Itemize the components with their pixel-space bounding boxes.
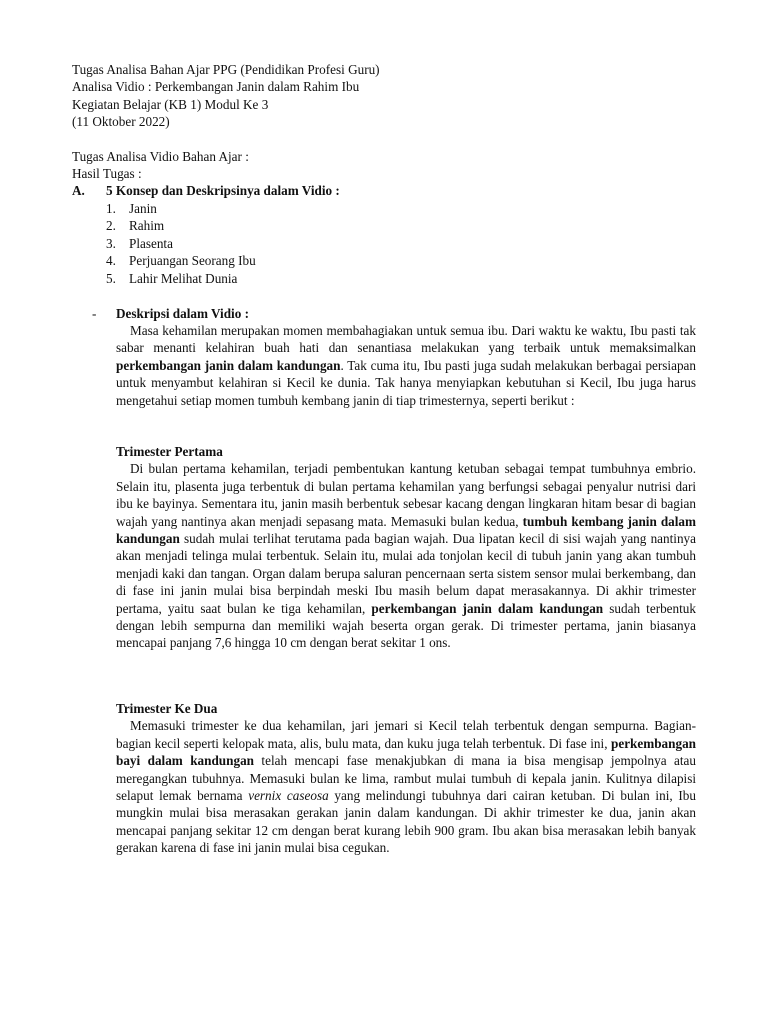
list-item	[106, 235, 256, 252]
document-header	[72, 61, 712, 183]
blank-line	[72, 131, 712, 148]
section-a-title: 5 Konsep dan Deskripsinya dalam Vidio :	[106, 183, 340, 198]
list-number: 4.	[106, 253, 116, 269]
list-label: Rahim	[129, 218, 165, 234]
intro-text-2: . Tak cuma itu, Ibu pasti juga sudah melakukan berbagai persiapan untuk menyambut kelahiran si Kecil ke dunia. Tak hanya menyiapkan kebutuhan si Kecil, Ibu juga harus mengetahui setiap momen tumbuh kembang janin di tiap trimesternya, seperti berikut :	[116, 357, 696, 408]
trimester-1-title: Trimester Pertama	[116, 444, 223, 459]
intro-paragraph	[116, 322, 696, 409]
t1-bold-1: tumbuh kembang janin dalam kandungan	[116, 513, 696, 547]
t1-bold-2: perkembangan janin dalam kandungan	[371, 600, 604, 616]
description-heading: Deskripsi dalam Vidio :	[116, 306, 249, 321]
list-item	[106, 270, 256, 287]
list-item	[106, 200, 256, 217]
list-label: Plasenta	[129, 235, 173, 251]
list-label: Perjuangan Seorang Ibu	[129, 253, 256, 269]
trimester-2-section	[116, 700, 696, 857]
list-label: Janin	[129, 201, 157, 216]
trimester-1-section	[116, 443, 696, 652]
list-number: 1.	[106, 201, 116, 216]
t1-text-3: sudah terbentuk dengan lebih sempurna dan memiliki wajah beserta organ gerak. Di trimester pertama, janin biasanya mencapai panjang 7,6 hingga 10 cm dengan berat sekitar 1 ons.	[116, 600, 696, 651]
list-item	[106, 252, 256, 269]
description-block	[116, 322, 696, 409]
header-date: (11 Oktober 2022)	[72, 114, 170, 130]
header-activity: Kegiatan Belajar (KB 1) Modul Ke 3	[72, 96, 269, 112]
list-label: Lahir Melihat Dunia	[129, 270, 238, 286]
trimester-2-title: Trimester Ke Dua	[116, 701, 218, 716]
intro-text-1: Masa kehamilan merupakan momen membahagiakan untuk semua ibu. Dari waktu ke waktu, Ibu pasti tak sabar menanti kelahiran buah hati dan senantiasa melakukan yang terbaik untuk memaksimalkan	[116, 323, 696, 356]
t2-text-1: Memasuki trimester ke dua kehamilan, jari jemari si Kecil telah terbentuk dengan sempurna. Bagian-bagian kecil seperti kelopak mata, alis, bulu mata, dan kuku juga telah terbentuk. Di fase ini,	[116, 718, 696, 751]
section-a-heading	[72, 182, 712, 199]
t2-text-3: yang melindungi tubuhnya dari cairan ketuban. Di bulan ini, Ibu mungkin mulai bisa merasakan gerakan janin dalam kandungan. Di akhir trimester ke dua, janin akan mencapai panjang sekitar 12 cm dengan berat kurang lebih 900 gram. Ibu akan bisa merasakan lebih banyak gerakan karena di fase ini janin mulai bisa cegukan.	[116, 788, 696, 856]
trimester-2-paragraph	[116, 717, 696, 856]
bullet-dash: -	[92, 306, 97, 321]
t2-italic: vernix caseosa	[248, 788, 329, 804]
concept-list	[106, 200, 256, 287]
trimester-1-paragraph	[116, 460, 696, 651]
section-a-marker: A.	[72, 183, 85, 198]
list-item	[106, 217, 256, 234]
intro-bold: perkembangan janin dalam kandungan	[116, 357, 341, 373]
list-number: 5.	[106, 270, 116, 286]
header-title: Tugas Analisa Bahan Ajar PPG (Pendidikan Profesi Guru)	[72, 62, 380, 77]
t2-bold: perkembangan bayi dalam kandungan	[116, 735, 696, 769]
t2-text-2: telah mencapi fase menakjubkan di mana ia bisa mengisap jempolnya atau meregangkan tubuhnya. Memasuki bulan ke lima, rambut mulai tumbuh di kepala janin. Kulitnya dilapisi selaput lemak bernama	[116, 753, 696, 804]
t1-text-2: sudah mulai terlihat terutama pada bagian wajah. Dua lipatan kecil di sisi wajah yang nantinya akan menjadi telinga mulai terbentuk. Selain itu, mulai ada tonjolan kecil di tubuh janin yang akan tumbuh menjadi kaki dan tangan. Organ dalam berupa saluran pencernaan serta sistem sensor mulai berkembang, dan di fase ini janin mulai bisa berpindah meski Ibu masih belum dapat merasakannya. Di akhir trimester pertama, yaitu saat bulan ke tiga kehamilan,	[116, 531, 696, 616]
result-label: Hasil Tugas :	[72, 166, 142, 182]
task-label: Tugas Analisa Vidio Bahan Ajar :	[72, 149, 249, 165]
header-video-title: Analisa Vidio : Perkembangan Janin dalam Rahim Ibu	[72, 79, 360, 95]
t1-text-1: Di bulan pertama kehamilan, terjadi pembentukan kantung ketuban sebagai tempat tumbuhnya embrio. Selain itu, plasenta juga terbentuk di bulan pertama kehamilan yang berfungsi sebagai penyalur nutrisi dari ibu ke bayinya. Sementara itu, janin masih berbentuk sebesar kacang dengan lingkaran hitam besar di bagian wajah yang nantinya akan menjadi sepasang mata. Memasuki bulan kedua,	[116, 461, 696, 529]
list-number: 2.	[106, 218, 116, 234]
list-number: 3.	[106, 235, 116, 251]
